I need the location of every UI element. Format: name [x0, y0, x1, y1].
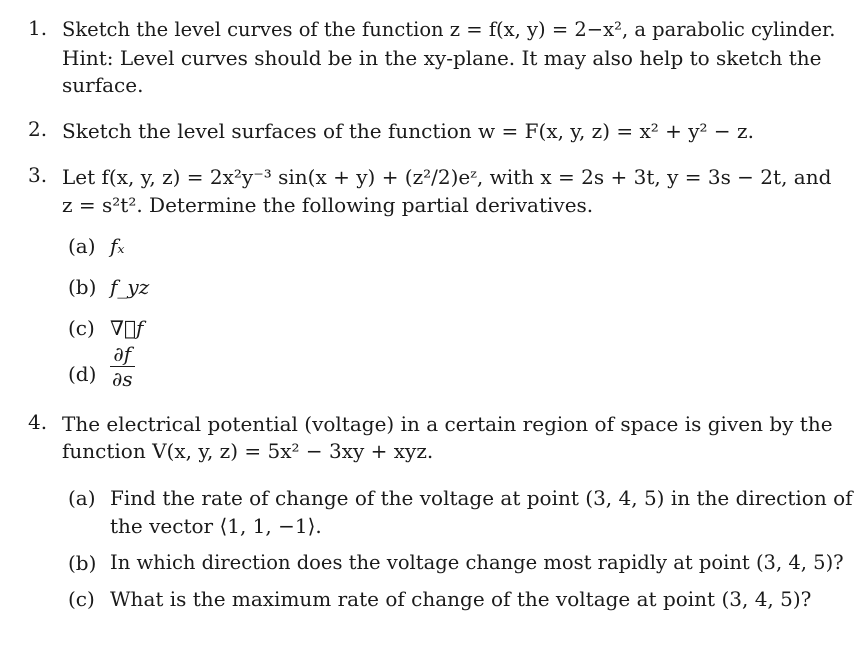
problem-1-line-2: Hint: Level curves should be in the xy-plane. It may also help to sketch the	[62, 46, 822, 70]
problem-3d-label: (d)	[68, 362, 97, 386]
problem-3-number: 3.	[28, 163, 48, 187]
problem-4-line-1: The electrical potential (voltage) in a certain region of space is given by the	[62, 412, 833, 436]
problem-3a-text: fₓ	[110, 234, 125, 258]
problem-4a-line-1: Find the rate of change of the voltage at point (3, 4, 5) in the direction of	[110, 486, 853, 510]
problem-4a-label: (a)	[68, 486, 96, 510]
problem-3a-label: (a)	[68, 234, 96, 258]
problem-1-line-1: Sketch the level curves of the function z = f(x, y) = 2−x², a parabolic cylinder.	[62, 18, 836, 41]
problem-3-line-2: z = s²t². Determine the following partial derivatives.	[62, 193, 594, 217]
problem-2-line-1: Sketch the level surfaces of the function w = F(x, y, z) = x² + y² − z.	[62, 119, 754, 143]
problem-2-number: 2.	[28, 117, 48, 141]
problem-3d-numerator: ∂f	[110, 344, 135, 367]
problem-4c-line-1: What is the maximum rate of change of the voltage at point (3, 4, 5)?	[110, 587, 812, 611]
problem-1-number: 1.	[28, 16, 48, 40]
problem-3c-text: ∇⃗f	[110, 316, 144, 340]
problem-4c-label: (c)	[68, 587, 95, 611]
problem-3b-text: f_yz	[110, 275, 150, 299]
problem-3d-denominator: ∂s	[112, 367, 133, 391]
problem-4b-label: (b)	[68, 551, 97, 575]
problem-3c-label: (c)	[68, 316, 95, 340]
problem-3-line-1: Let f(x, y, z) = 2x²y⁻³ sin(x + y) + (z²/2)eᶻ, with x = 2s + 3t, y = 3s − 2t, and	[62, 165, 832, 189]
problem-3d-fraction	[110, 344, 135, 389]
problem-4b-line-1: In which direction does the voltage change most rapidly at point (3, 4, 5)?	[110, 551, 844, 574]
problem-1-line-3: surface.	[62, 73, 144, 97]
problem-4a-line-2: the vector ⟨1, 1, −1⟩.	[110, 514, 322, 538]
problem-4-number: 4.	[28, 410, 48, 434]
problem-4-line-2: function V(x, y, z) = 5x² − 3xy + xyz.	[62, 439, 434, 463]
problem-3b-label: (b)	[68, 275, 97, 299]
